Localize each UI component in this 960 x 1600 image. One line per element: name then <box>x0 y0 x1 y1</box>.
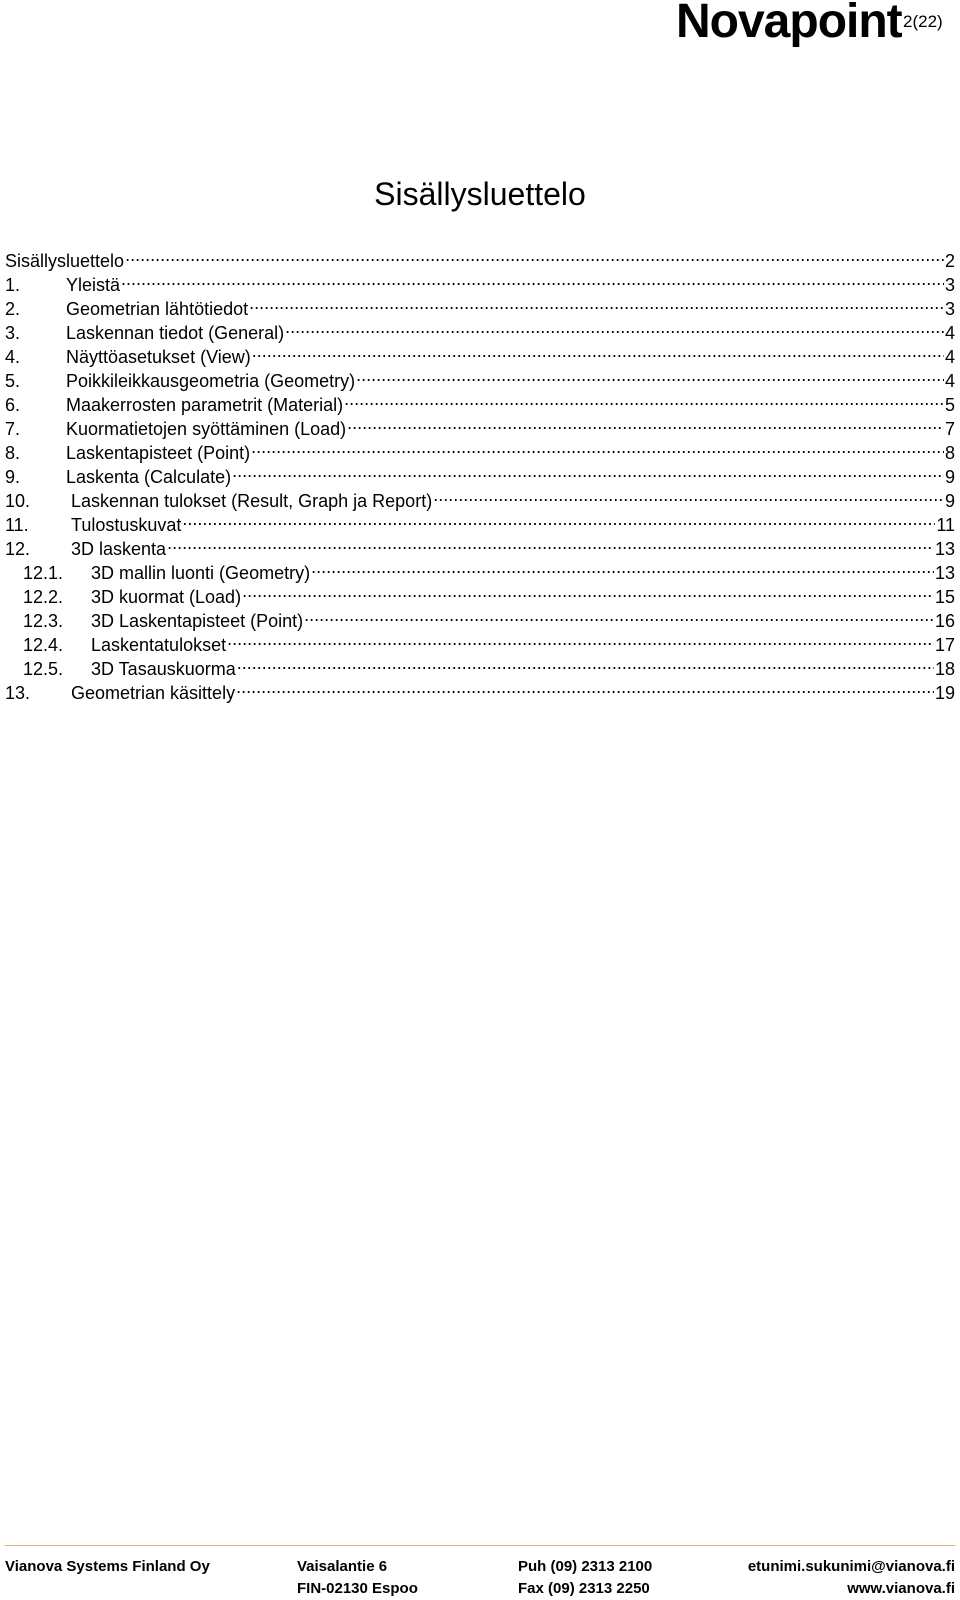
toc-entry-number: 4. <box>5 347 21 367</box>
toc-dot-leader <box>182 507 935 531</box>
toc-entry-number: 7. <box>5 419 21 439</box>
toc-entry-title: Sisällysluettelo <box>5 251 125 271</box>
toc-entry[interactable] <box>5 243 955 271</box>
toc-dot-leader <box>251 435 944 459</box>
toc-dot-leader <box>433 483 944 507</box>
toc-dot-leader <box>232 459 944 483</box>
toc-entry-page: 8 <box>944 443 955 463</box>
toc-entry-number: 9. <box>5 467 21 487</box>
toc-entry-title: 3D kuormat (Load) <box>91 587 242 607</box>
footer-phone: Puh (09) 2313 2100 <box>518 1558 653 1575</box>
toc-entry-number: 12. <box>5 539 31 559</box>
toc-entry-page: 17 <box>934 635 955 655</box>
toc-entry-page: 4 <box>944 371 955 391</box>
toc-dot-leader <box>252 339 944 363</box>
toc-entry-title: 3D laskenta <box>71 539 167 559</box>
footer-web[interactable]: www.vianova.fi <box>847 1580 955 1597</box>
toc-entry-number: 12.5. <box>23 659 64 679</box>
toc-entry-page: 5 <box>944 395 955 415</box>
toc-entry-title: Laskennan tiedot (General) <box>66 323 285 343</box>
toc-entry-page: 4 <box>944 323 955 343</box>
toc-entry-title: Näyttöasetukset (View) <box>66 347 251 367</box>
toc-entry-number: 5. <box>5 371 21 391</box>
toc-entry-number: 2. <box>5 299 21 319</box>
toc-entry-number: 6. <box>5 395 21 415</box>
toc-dot-leader <box>167 531 934 555</box>
toc-entry-number: 11. <box>5 515 29 535</box>
toc-entry-page: 13 <box>934 563 955 583</box>
footer-divider <box>5 1545 955 1546</box>
toc-dot-leader <box>344 387 944 411</box>
toc-entry-title: 3D mallin luonti (Geometry) <box>91 563 311 583</box>
toc-dot-leader <box>304 603 934 627</box>
toc-dot-leader <box>356 363 944 387</box>
toc-entry-page: 3 <box>944 299 955 319</box>
toc-entry-page: 15 <box>934 587 955 607</box>
toc-entry-title: Yleistä <box>66 275 121 295</box>
footer-postal: FIN-02130 Espoo <box>297 1580 418 1597</box>
toc-entry-page: 9 <box>944 467 955 487</box>
toc-entry-title: Kuormatietojen syöttäminen (Load) <box>66 419 347 439</box>
toc-entry-page: 18 <box>934 659 955 679</box>
toc-dot-leader <box>121 267 944 291</box>
toc-entry-page: 11 <box>936 515 955 535</box>
toc-entry[interactable] <box>5 267 955 295</box>
toc-dot-leader <box>347 411 944 435</box>
toc-entry-title: Poikkileikkausgeometria (Geometry) <box>66 371 356 391</box>
toc-entry-title: Geometrian käsittely <box>71 683 236 703</box>
table-of-contents <box>5 243 955 703</box>
toc-entry-title: Tulostuskuvat <box>71 515 182 535</box>
toc-dot-leader <box>249 291 944 315</box>
footer-address-column <box>297 1556 418 1600</box>
toc-entry-number: 10. <box>5 491 31 511</box>
footer-email[interactable]: etunimi.sukunimi@vianova.fi <box>747 1558 955 1575</box>
toc-entry-title: Maakerrosten parametrit (Material) <box>66 395 344 415</box>
toc-entry-title: Laskenta (Calculate) <box>66 467 232 487</box>
footer-fax: Fax (09) 2313 2250 <box>518 1580 650 1597</box>
toc-entry-number: 12.4. <box>23 635 64 655</box>
page-title: Sisällysluettelo <box>374 176 586 212</box>
toc-entry-number: 12.1. <box>23 563 64 583</box>
toc-entry[interactable] <box>5 291 955 319</box>
novapoint-logo: Novapoint <box>676 0 902 48</box>
toc-entry-number: 13. <box>5 683 31 703</box>
toc-entry-page: 19 <box>934 683 955 703</box>
toc-entry-number: 8. <box>5 443 21 463</box>
toc-dot-leader <box>227 627 934 651</box>
footer-contact-column <box>748 1556 955 1600</box>
page-number: 2(22) <box>903 12 943 31</box>
toc-entry-title: Laskentapisteet (Point) <box>66 443 251 463</box>
footer-street: Vaisalantie 6 <box>297 1558 388 1575</box>
toc-dot-leader <box>236 675 934 699</box>
footer-phone-column <box>518 1556 652 1600</box>
toc-entry-number: 12.2. <box>23 587 64 607</box>
toc-entry-page: 9 <box>944 491 955 511</box>
toc-entry-page: 7 <box>944 419 955 439</box>
toc-entry-number: 3. <box>5 323 21 343</box>
toc-entry-page: 4 <box>944 347 955 367</box>
toc-entry-page: 16 <box>934 611 955 631</box>
footer-company-column <box>5 1556 210 1578</box>
toc-entry-title: Geometrian lähtötiedot <box>66 299 249 319</box>
toc-dot-leader <box>237 651 934 675</box>
toc-entry-page: 2 <box>944 251 955 271</box>
toc-entry-title: Laskennan tulokset (Result, Graph ja Report) <box>71 491 433 511</box>
toc-entry-page: 3 <box>944 275 955 295</box>
toc-dot-leader <box>285 315 944 339</box>
toc-entry-title: 3D Laskentapisteet (Point) <box>91 611 304 631</box>
toc-entry-number: 1. <box>5 275 21 295</box>
toc-entry-title: Laskentatulokset <box>91 635 227 655</box>
toc-entry-number: 12.3. <box>23 611 64 631</box>
toc-dot-leader <box>311 555 934 579</box>
toc-entry-title: 3D Tasauskuorma <box>91 659 236 679</box>
toc-dot-leader <box>125 243 944 267</box>
footer-company: Vianova Systems Finland Oy <box>5 1558 210 1575</box>
toc-dot-leader <box>242 579 934 603</box>
toc-entry-page: 13 <box>934 539 955 559</box>
